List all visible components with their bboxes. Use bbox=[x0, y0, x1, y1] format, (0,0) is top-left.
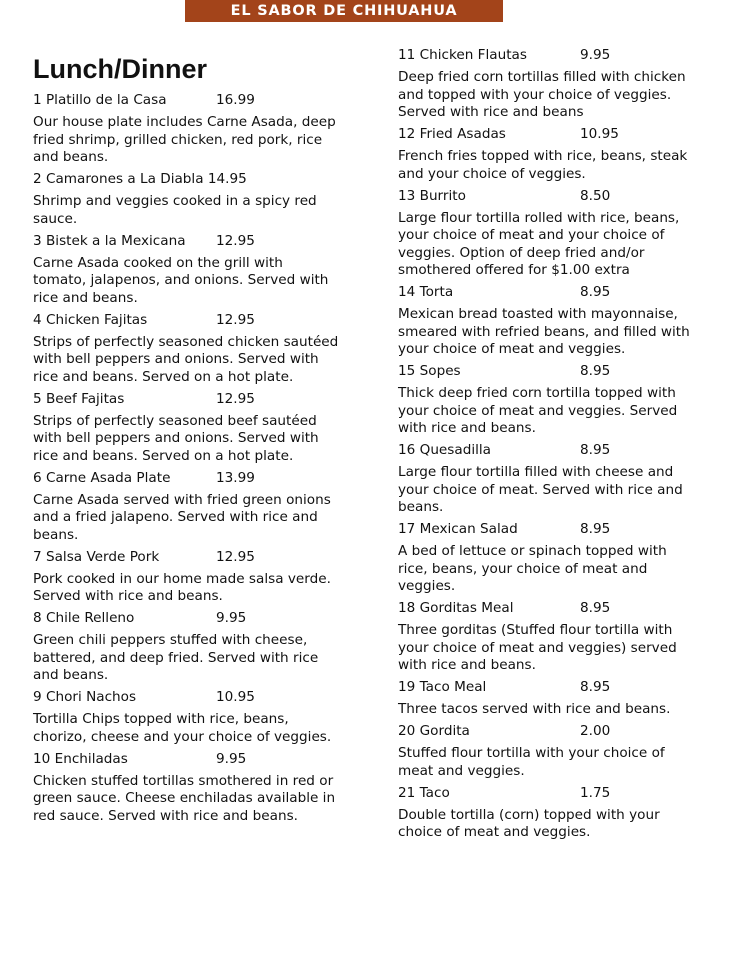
menu-item-description-line: with bell peppers and onions. Served with bbox=[33, 351, 319, 367]
menu-item-price: 8.95 bbox=[580, 363, 611, 379]
menu-item-description bbox=[33, 114, 373, 167]
menu-item-description-line: with rice and beans. bbox=[398, 657, 536, 673]
menu-item-header bbox=[398, 784, 718, 802]
menu-item-price: 8.95 bbox=[580, 679, 611, 695]
menu-item-description bbox=[33, 193, 373, 228]
menu-item-price: 13.99 bbox=[216, 469, 255, 486]
menu-item-name: 6 Carne Asada Plate bbox=[33, 469, 171, 486]
menu-item-description-line: with rice and beans. bbox=[398, 420, 536, 436]
menu-item-price: 8.50 bbox=[580, 187, 611, 204]
menu-item bbox=[398, 187, 718, 280]
menu-item bbox=[33, 548, 373, 606]
menu-item bbox=[398, 678, 718, 719]
menu-item-description bbox=[33, 711, 373, 746]
menu-item-price: 8.95 bbox=[580, 284, 611, 300]
menu-item-name: 5 Beef Fajitas bbox=[33, 390, 125, 407]
menu-item-header bbox=[398, 362, 718, 380]
menu-item-description-line: Stuffed flour tortilla with your choice of bbox=[398, 745, 665, 761]
menu-item-price: 8.95 bbox=[580, 600, 611, 616]
menu-item-description-line: Our house plate includes Carne Asada, deep bbox=[33, 114, 336, 130]
menu-item-header bbox=[33, 750, 373, 768]
menu-item bbox=[398, 722, 718, 780]
menu-item-name: 20 Gordita bbox=[398, 723, 470, 739]
menu-item bbox=[33, 750, 373, 826]
menu-item-description-line: rice and beans. Served on a hot plate. bbox=[33, 447, 294, 464]
menu-item-name: 12 Fried Asadas bbox=[398, 126, 506, 142]
menu-item-description-line: beans. bbox=[398, 499, 444, 515]
menu-item-description bbox=[398, 807, 718, 842]
menu-item bbox=[398, 125, 718, 183]
menu-item-description-line: and a fried jalapeno. Served with rice and bbox=[33, 509, 318, 525]
menu-item-name: 11 Chicken Flautas bbox=[398, 47, 527, 63]
menu-item-description bbox=[398, 69, 718, 122]
menu-item-description-line: tomato, jalapenos, and onions. Served with bbox=[33, 272, 329, 288]
menu-column-left bbox=[33, 52, 373, 829]
menu-item-description-line: veggies. bbox=[398, 578, 456, 594]
menu-item-price: 9.95 bbox=[580, 47, 611, 63]
menu-item-description bbox=[33, 492, 373, 545]
menu-item-description-line: Shrimp and veggies cooked in a spicy red bbox=[33, 193, 317, 209]
menu-item-price: 8.95 bbox=[580, 442, 611, 458]
menu-item-description-line: Green chili peppers stuffed with cheese, bbox=[33, 632, 308, 648]
menu-item bbox=[398, 520, 718, 596]
menu-item-header bbox=[398, 125, 718, 143]
menu-item-description-line: rice, beans, your choice of meat and bbox=[398, 560, 648, 577]
menu-item-description bbox=[398, 148, 718, 183]
menu-item bbox=[33, 390, 373, 466]
menu-item-header bbox=[398, 441, 718, 459]
menu-item-description-line: and topped with your choice of veggies. bbox=[398, 86, 672, 103]
menu-column-right bbox=[398, 46, 718, 845]
menu-item-description-line: Carne Asada served with fried green onions bbox=[33, 491, 331, 508]
menu-item-description-line: choice of meat and veggies. bbox=[398, 824, 591, 840]
menu-item-description bbox=[33, 334, 373, 387]
menu-item-description-line: Served with rice and beans. bbox=[33, 588, 223, 604]
menu-item bbox=[33, 170, 373, 228]
menu-item-header bbox=[33, 390, 373, 408]
menu-item-description bbox=[33, 571, 373, 606]
menu-item-description-line: Strips of perfectly seasoned beef sautéed bbox=[33, 412, 317, 429]
menu-item-description-line: your choice of meat. Served with rice and bbox=[398, 481, 683, 498]
menu-item-header bbox=[398, 283, 718, 301]
menu-item bbox=[33, 311, 373, 387]
menu-item-description-line: A bed of lettuce or spinach topped with bbox=[398, 543, 667, 559]
menu-item-description-line: green sauce. Cheese enchiladas available in bbox=[33, 790, 336, 806]
menu-item-description bbox=[398, 543, 718, 596]
menu-item-description bbox=[398, 210, 718, 280]
menu-item-description-line: sauce. bbox=[33, 210, 78, 227]
menu-item-list-left bbox=[33, 91, 373, 825]
menu-item-description bbox=[33, 632, 373, 685]
menu-item-header bbox=[398, 187, 718, 205]
menu-item-price: 2.00 bbox=[580, 723, 611, 739]
menu-section-heading: Lunch/Dinner bbox=[33, 54, 207, 84]
menu-item-price: 12.95 bbox=[216, 548, 255, 565]
menu-item-name: 15 Sopes bbox=[398, 363, 461, 379]
menu-item-description bbox=[398, 385, 718, 438]
menu-item-description bbox=[33, 413, 373, 466]
menu-item-description-line: and your choice of veggies. bbox=[398, 165, 586, 182]
menu-item bbox=[33, 91, 373, 167]
menu-item-name: 8 Chile Relleno bbox=[33, 610, 135, 626]
menu-item-description-line: Pork cooked in our home made salsa verde. bbox=[33, 570, 331, 587]
menu-item-description-line: and beans. bbox=[33, 149, 109, 165]
menu-item-price: 16.99 bbox=[216, 92, 255, 108]
menu-item-price: 9.95 bbox=[216, 610, 247, 626]
menu-item-description-line: Carne Asada cooked on the grill with bbox=[33, 254, 283, 271]
menu-item-description-line: chorizo, cheese and your choice of veggies. bbox=[33, 728, 332, 745]
menu-item-description-line: Three tacos served with rice and beans. bbox=[398, 701, 671, 717]
menu-item-description-line: fried shrimp, grilled chicken, red pork, rice bbox=[33, 131, 323, 148]
menu-item-description-line: Chicken stuffed tortillas smothered in red or bbox=[33, 772, 334, 789]
menu-item-description bbox=[398, 622, 718, 675]
menu-item-name: 3 Bistek a la Mexicana bbox=[33, 232, 186, 249]
menu-item-header bbox=[33, 609, 373, 627]
menu-item-header bbox=[33, 170, 373, 188]
restaurant-banner: EL SABOR DE CHIHUAHUA bbox=[185, 0, 503, 22]
menu-item-description-line: Deep fried corn tortillas filled with chicken bbox=[398, 69, 686, 85]
menu-item-price: 9.95 bbox=[216, 750, 247, 767]
menu-item-header bbox=[33, 91, 373, 109]
menu-item-description-line: rice and beans. Served on a hot plate. bbox=[33, 368, 294, 385]
menu-item bbox=[33, 469, 373, 545]
menu-item-description-line: rice and beans. bbox=[33, 289, 138, 306]
menu-item-name: 21 Taco bbox=[398, 784, 450, 801]
menu-item-header bbox=[398, 520, 718, 538]
menu-item-description-line: Strips of perfectly seasoned chicken sautéed bbox=[33, 333, 339, 350]
menu-item-description-line: French fries topped with rice, beans, steak bbox=[398, 148, 688, 164]
menu-item-description-line: smothered offered for $1.00 extra bbox=[398, 262, 630, 278]
menu-item-name: 13 Burrito bbox=[398, 187, 466, 204]
menu-item-description-line: red sauce. Served with rice and beans. bbox=[33, 807, 298, 824]
menu-item bbox=[398, 441, 718, 517]
menu-item-description-line: your choice of meat and your choice of bbox=[398, 227, 665, 243]
menu-item-description bbox=[33, 773, 373, 826]
menu-item-description-line: Thick deep fried corn tortilla topped with bbox=[398, 385, 676, 401]
menu-item-description-line: battered, and deep fried. Served with rice bbox=[33, 649, 319, 666]
menu-item-name: 19 Taco Meal bbox=[398, 679, 487, 695]
menu-item-description-line: Three gorditas (Stuffed flour tortilla with bbox=[398, 622, 673, 638]
menu-item-description bbox=[398, 306, 718, 359]
menu-item-name: 10 Enchiladas bbox=[33, 750, 128, 767]
menu-item bbox=[398, 283, 718, 359]
menu-item-price: 10.95 bbox=[216, 689, 255, 705]
menu-item-description-line: Large flour tortilla rolled with rice, beans, bbox=[398, 209, 680, 226]
menu-item-header bbox=[33, 232, 373, 250]
menu-item-list-right bbox=[398, 46, 718, 842]
menu-item-name: 2 Camarones a La Diabla 14.95 bbox=[33, 171, 247, 187]
menu-item-description-line: beans. bbox=[33, 526, 79, 543]
menu-item-description-line: Large flour tortilla filled with cheese and bbox=[398, 464, 674, 480]
menu-item bbox=[398, 46, 718, 122]
menu-item bbox=[398, 784, 718, 842]
menu-item-header bbox=[33, 311, 373, 329]
menu-item-description bbox=[398, 464, 718, 517]
menu-item-price: 8.95 bbox=[580, 521, 611, 537]
menu-item bbox=[398, 362, 718, 438]
menu-item-description-line: veggies. Option of deep fried and/or bbox=[398, 244, 645, 261]
menu-item bbox=[33, 688, 373, 746]
menu-item-price: 12.95 bbox=[216, 232, 255, 249]
menu-item-header bbox=[398, 46, 718, 64]
menu-item-price: 12.95 bbox=[216, 390, 255, 407]
menu-item-header bbox=[33, 469, 373, 487]
menu-item-name: 1 Platillo de la Casa bbox=[33, 92, 167, 108]
menu-item-description-line: your choice of meat and veggies) served bbox=[398, 639, 677, 656]
menu-item-name: 16 Quesadilla bbox=[398, 442, 491, 458]
menu-item-name: 7 Salsa Verde Pork bbox=[33, 548, 160, 565]
menu-item-name: 18 Gorditas Meal bbox=[398, 600, 514, 616]
menu-item-description bbox=[33, 255, 373, 308]
menu-item-price: 1.75 bbox=[580, 784, 611, 801]
menu-item bbox=[33, 232, 373, 308]
menu-item-description-line: your choice of meat and veggies. Served bbox=[398, 402, 678, 419]
menu-item-description-line: meat and veggies. bbox=[398, 762, 525, 779]
menu-item bbox=[33, 609, 373, 685]
menu-item-name: 9 Chori Nachos bbox=[33, 689, 137, 705]
menu-item-description-line: Mexican bread toasted with mayonnaise, bbox=[398, 306, 678, 322]
menu-item-name: 17 Mexican Salad bbox=[398, 521, 518, 537]
menu-item bbox=[398, 599, 718, 675]
menu-item-header bbox=[33, 688, 373, 706]
menu-item-price: 12.95 bbox=[216, 311, 255, 328]
menu-item-description-line: with bell peppers and onions. Served with bbox=[33, 430, 319, 446]
menu-item-header bbox=[33, 548, 373, 566]
menu-item-header bbox=[398, 599, 718, 617]
menu-item-name: 4 Chicken Fajitas bbox=[33, 311, 148, 328]
menu-item-description-line: and beans. bbox=[33, 667, 109, 683]
menu-item-name: 14 Torta bbox=[398, 284, 454, 300]
menu-item-description bbox=[398, 701, 718, 719]
menu-item-description-line: Double tortilla (corn) topped with your bbox=[398, 806, 660, 823]
menu-item-description-line: your choice of meat and veggies. bbox=[398, 341, 626, 357]
menu-item-header bbox=[398, 722, 718, 740]
menu-item-description-line: smeared with refried beans, and filled with bbox=[398, 323, 690, 340]
menu-item-description-line: Tortilla Chips topped with rice, beans, bbox=[33, 711, 289, 727]
menu-item-header bbox=[398, 678, 718, 696]
menu-item-price: 10.95 bbox=[580, 126, 619, 142]
menu-item-description bbox=[398, 745, 718, 780]
menu-item-description-line: Served with rice and beans bbox=[398, 104, 584, 120]
